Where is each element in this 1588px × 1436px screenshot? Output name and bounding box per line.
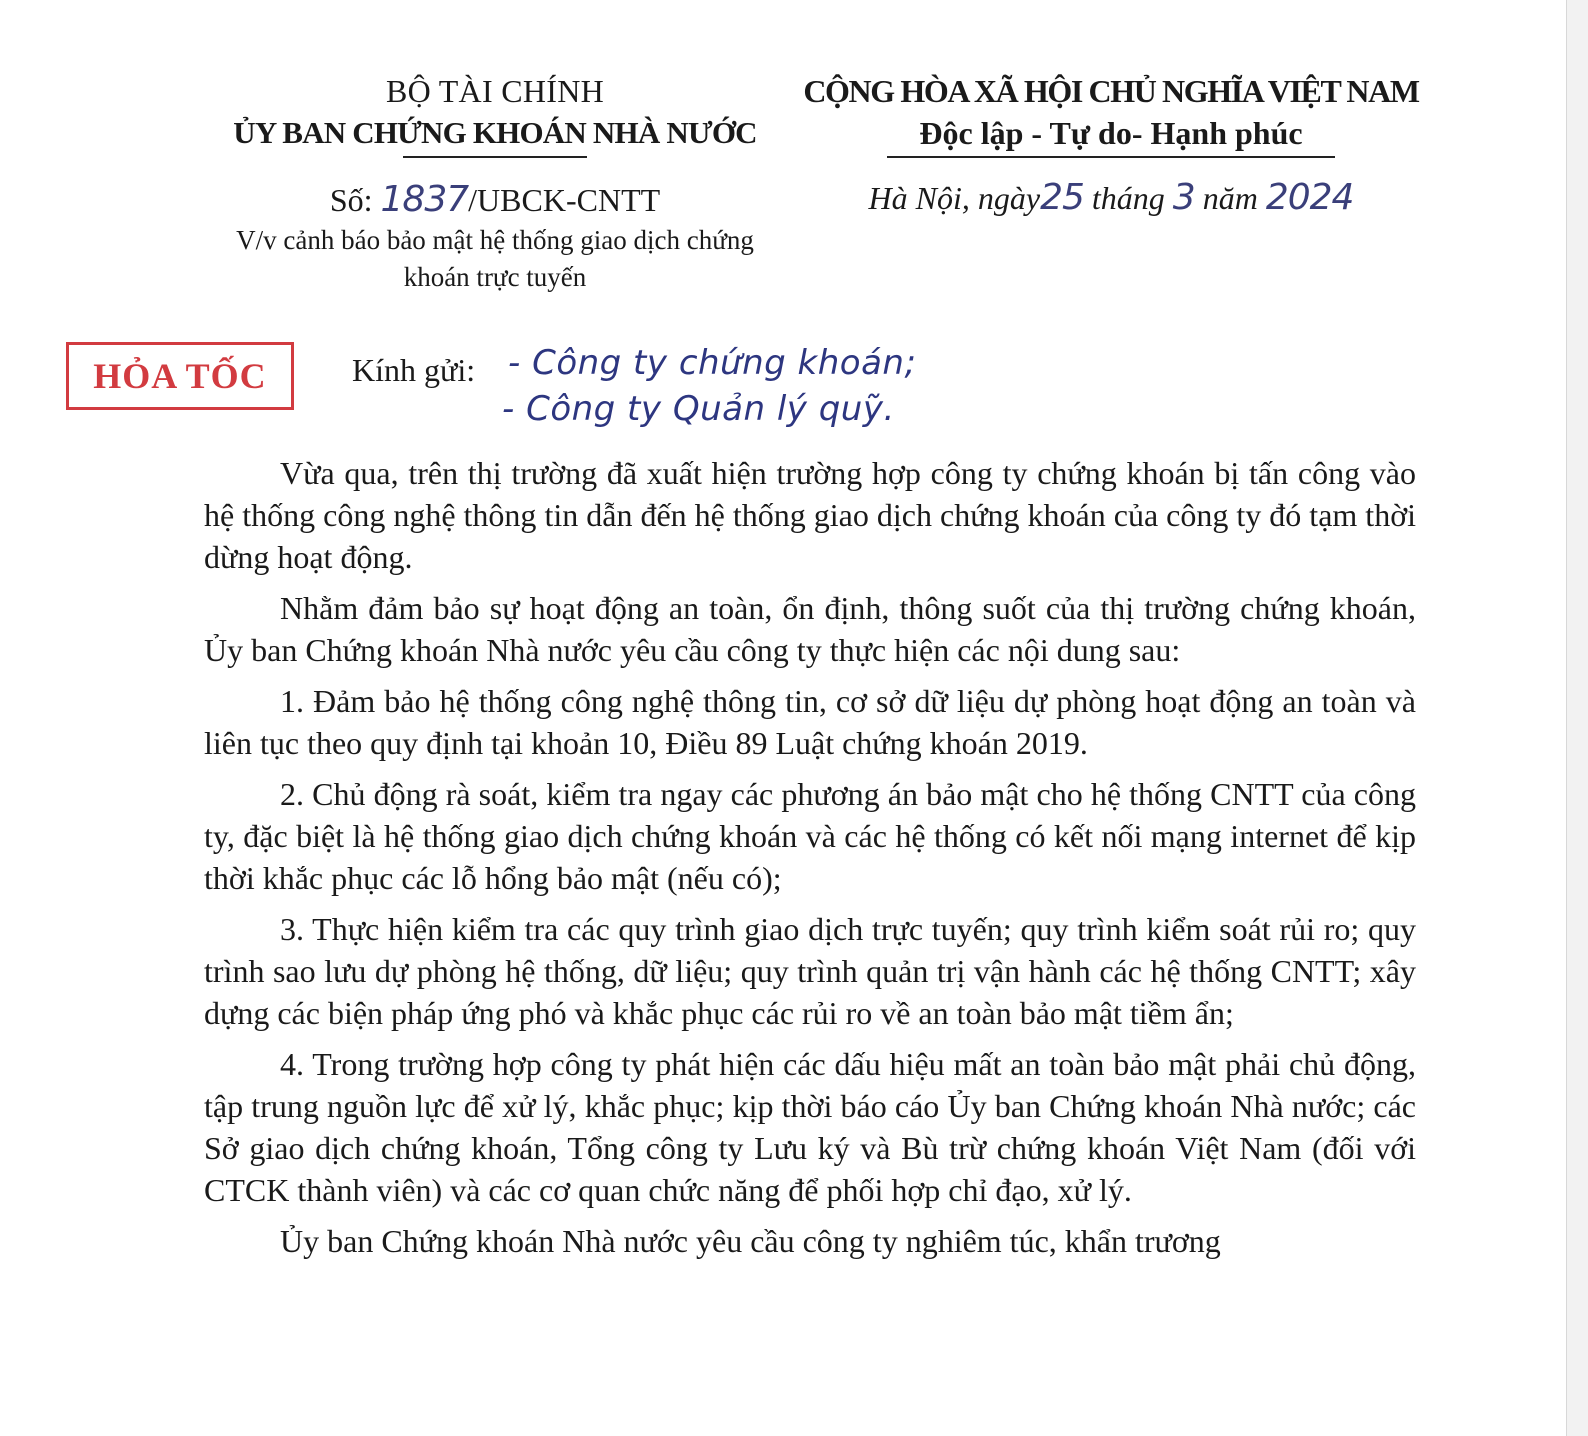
letter-body xyxy=(204,452,1416,1271)
date-year: 2024 xyxy=(1265,177,1354,218)
doc-number-prefix: Số: xyxy=(329,182,381,218)
motto-underline xyxy=(887,156,1335,158)
national-motto: Độc lập - Tự do- Hạnh phúc xyxy=(919,115,1303,151)
national-header xyxy=(800,70,1422,158)
scan-edge xyxy=(1566,0,1588,1436)
body-paragraph: 2. Chủ động rà soát, kiểm tra ngay các phương án bảo mật cho hệ thống CNTT của công ty, đặc biệt là hệ thống giao dịch chứng khoán và các hệ thống có kết nối mạng internet để kịp thời khắc phục các lỗ hổng bảo mật (nếu có); xyxy=(204,776,1416,896)
urgent-stamp: HỎA TỐC xyxy=(66,342,294,410)
body-paragraph: Nhằm đảm bảo sự hoạt động an toàn, ổn định, thông suốt của thị trường chứng khoán, Ủy ban Chứng khoán Nhà nước yêu cầu công ty thực hiện các nội dung sau: xyxy=(204,590,1416,668)
nation-title: CỘNG HÒA XÃ HỘI CHỦ NGHĨA VIỆT NAM xyxy=(803,73,1419,109)
document-subject: V/v cảnh báo bảo mật hệ thống giao dịch chứng khoán trực tuyến xyxy=(236,225,754,292)
agency-underline xyxy=(403,156,587,158)
year-label: năm xyxy=(1194,180,1266,216)
doc-number-handwritten: 1837 xyxy=(380,179,469,220)
recipient-item: - Công ty Quản lý quỹ. xyxy=(502,389,895,429)
body-paragraph: Vừa qua, trên thị trường đã xuất hiện trường hợp công ty chứng khoán bị tấn công vào hệ thống công nghệ thông tin dẫn đến hệ thống giao dịch chứng khoán của công ty đó tạm thời dừng hoạt động. xyxy=(204,455,1416,575)
place-prefix: Hà Nội, ngày xyxy=(868,180,1041,216)
recipients-list xyxy=(502,340,917,432)
body-paragraph: 4. Trong trường hợp công ty phát hiện các dấu hiệu mất an toàn bảo mật phải chủ động, tập trung nguồn lực để xử lý, khắc phục; kịp thời báo cáo Ủy ban Chứng khoán Nhà nước; các Sở giao dịch chứng khoán, Tổng công ty Lưu ký và Bù trừ chứng khoán Việt Nam (đối với CTCK thành viên) và các cơ quan chức năng để phối hợp chỉ đạo, xử lý. xyxy=(204,1046,1416,1208)
document-number xyxy=(200,178,790,222)
date-month: 3 xyxy=(1172,177,1195,218)
agency-name: ỦY BAN CHỨNG KHOÁN NHÀ NƯỚC xyxy=(233,115,757,150)
ministry-name: BỘ TÀI CHÍNH xyxy=(385,73,605,109)
body-paragraph: 3. Thực hiện kiểm tra các quy trình giao dịch trực tuyến; quy trình kiểm soát rủi ro; quy trình sao lưu dự phòng hệ thống, dữ liệu; quy trình quản trị vận hành các hệ thống CNTT; xây dựng các biện pháp ứng phó và khắc phục các rủi ro về an toàn bảo mật tiềm ẩn; xyxy=(204,911,1416,1031)
recipient-item: - Công ty chứng khoán; xyxy=(508,343,917,383)
issuer-header xyxy=(200,70,790,158)
body-paragraph: Ủy ban Chứng khoán Nhà nước yêu cầu công ty nghiêm túc, khẩn trương xyxy=(280,1223,1221,1259)
recipients-label: Kính gửi: xyxy=(352,352,476,388)
body-paragraph: 1. Đảm bảo hệ thống công nghệ thông tin, cơ sở dữ liệu dự phòng hoạt động an toàn và liên tục theo quy định tại khoản 10, Điều 89 Luật chứng khoán 2019. xyxy=(204,683,1416,761)
doc-number-suffix: /UBCK-CNTT xyxy=(468,182,661,218)
place-and-date xyxy=(800,176,1422,220)
month-label: tháng xyxy=(1083,180,1173,216)
date-day: 25 xyxy=(1040,177,1084,218)
